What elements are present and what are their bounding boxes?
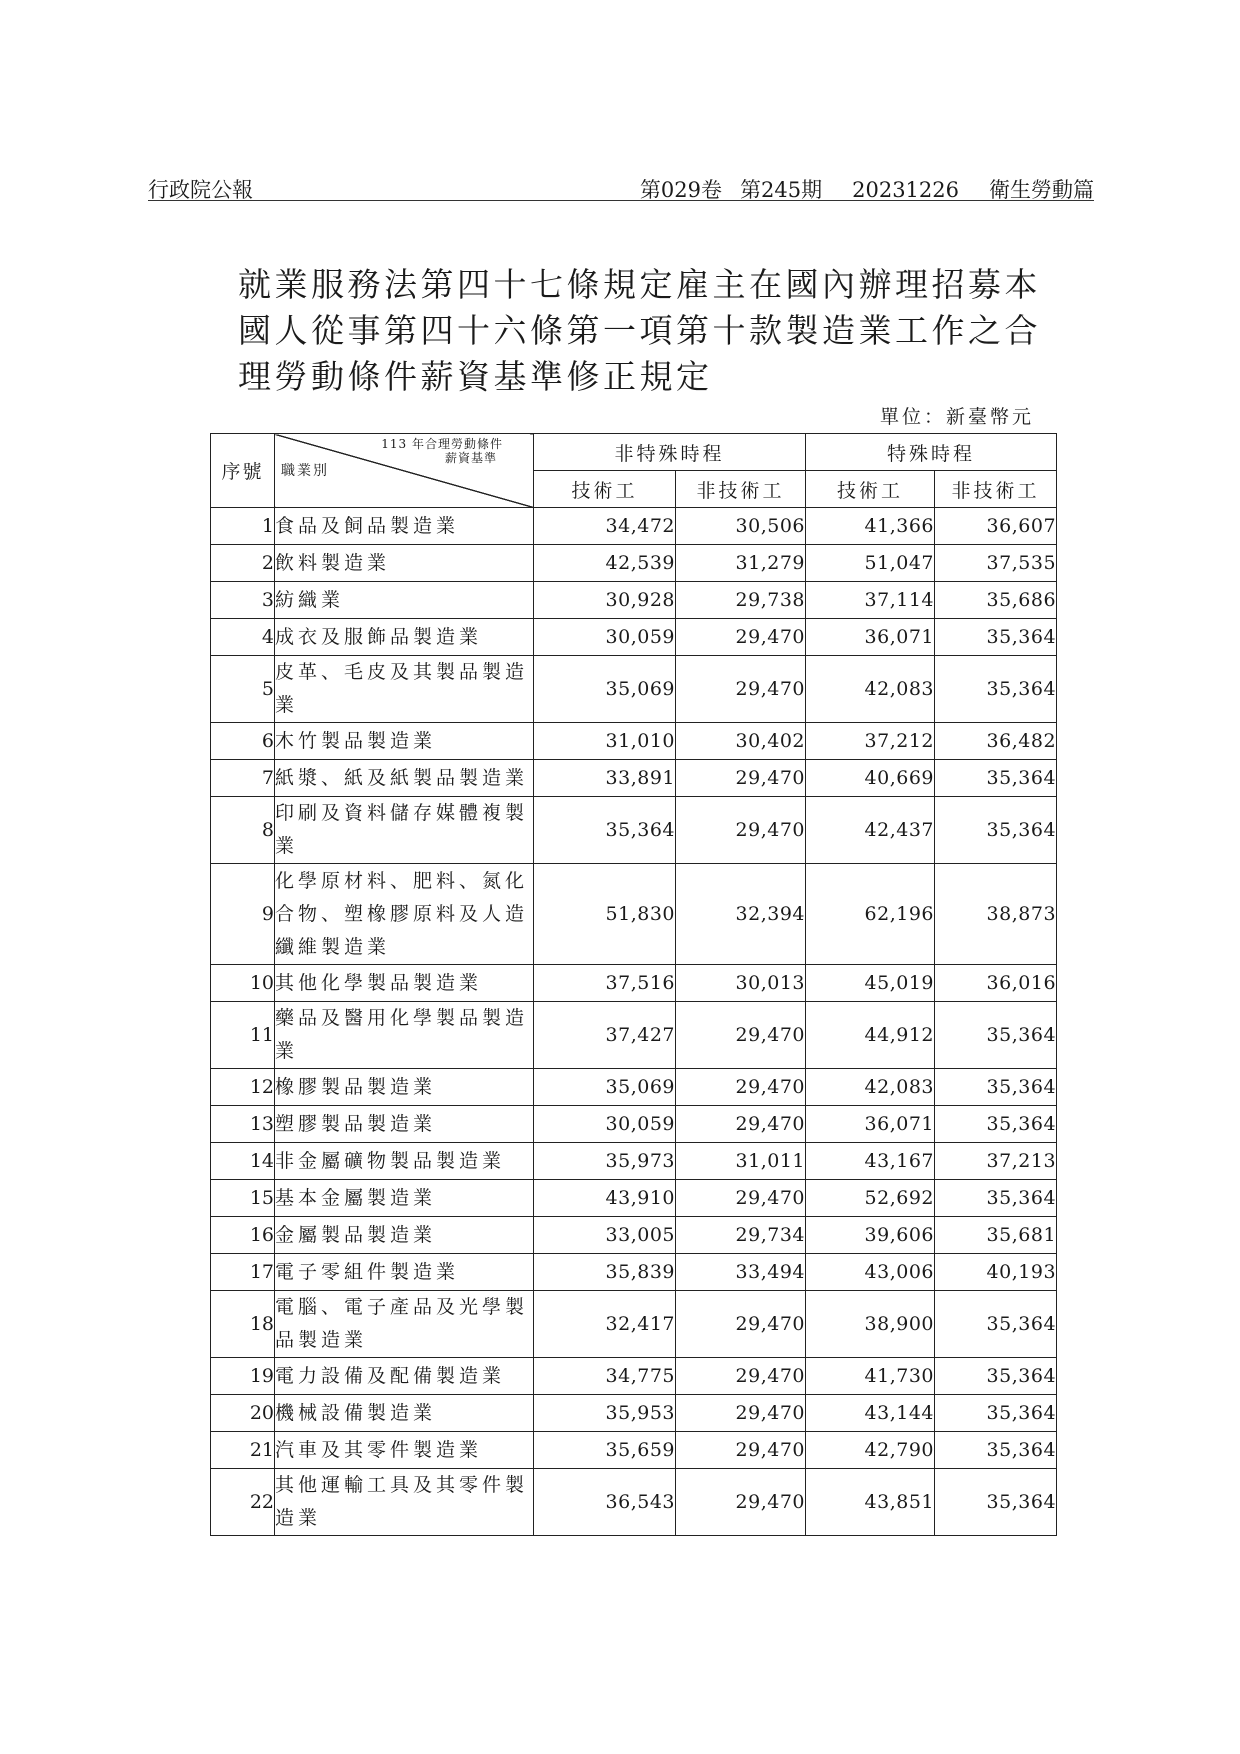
value-special-skilled: 41,366 — [806, 508, 935, 545]
table-row — [211, 1106, 1057, 1143]
row-seq: 14 — [211, 1143, 275, 1180]
value-special-unskilled: 35,364 — [935, 1002, 1057, 1069]
value-special-skilled: 38,900 — [806, 1291, 935, 1358]
value-special-skilled: 52,692 — [806, 1180, 935, 1217]
row-seq: 10 — [211, 965, 275, 1002]
row-seq: 20 — [211, 1395, 275, 1432]
value-special-skilled: 43,006 — [806, 1254, 935, 1291]
row-industry: 其他化學製品製造業 — [275, 965, 534, 1002]
skilled-header-normal: 技術工 — [534, 471, 676, 508]
value-normal-skilled: 35,953 — [534, 1395, 676, 1432]
value-special-skilled: 43,851 — [806, 1469, 935, 1536]
row-industry: 紙漿、紙及紙製品製造業 — [275, 760, 534, 797]
row-industry: 非金屬礦物製品製造業 — [275, 1143, 534, 1180]
table-body — [211, 508, 1057, 1536]
value-special-skilled: 41,730 — [806, 1358, 935, 1395]
value-normal-unskilled: 29,470 — [676, 1358, 806, 1395]
value-normal-unskilled: 30,013 — [676, 965, 806, 1002]
value-special-skilled: 51,047 — [806, 545, 935, 582]
value-special-skilled: 39,606 — [806, 1217, 935, 1254]
value-special-skilled: 37,114 — [806, 582, 935, 619]
value-normal-skilled: 30,059 — [534, 1106, 676, 1143]
row-seq: 7 — [211, 760, 275, 797]
value-normal-skilled: 36,543 — [534, 1469, 676, 1536]
value-normal-skilled: 30,928 — [534, 582, 676, 619]
row-seq: 19 — [211, 1358, 275, 1395]
table-row — [211, 1358, 1057, 1395]
value-normal-unskilled: 29,470 — [676, 1291, 806, 1358]
value-normal-skilled: 32,417 — [534, 1291, 676, 1358]
value-special-unskilled: 35,364 — [935, 1358, 1057, 1395]
value-normal-unskilled: 29,734 — [676, 1217, 806, 1254]
value-special-skilled: 43,144 — [806, 1395, 935, 1432]
value-normal-skilled: 34,775 — [534, 1358, 676, 1395]
value-special-skilled: 43,167 — [806, 1143, 935, 1180]
value-special-unskilled: 35,364 — [935, 1180, 1057, 1217]
table-row — [211, 1180, 1057, 1217]
unit-note: 單位：新臺幣元 — [879, 406, 1034, 428]
value-normal-skilled: 35,069 — [534, 1069, 676, 1106]
row-industry: 電腦、電子產品及光學製品製造業 — [275, 1291, 534, 1358]
value-special-unskilled: 35,364 — [935, 619, 1057, 656]
row-seq: 22 — [211, 1469, 275, 1536]
value-special-unskilled: 35,681 — [935, 1217, 1057, 1254]
value-normal-unskilled: 30,506 — [676, 508, 806, 545]
value-normal-unskilled: 29,470 — [676, 1106, 806, 1143]
row-seq: 8 — [211, 797, 275, 864]
page-header — [148, 170, 1094, 201]
value-special-unskilled: 35,364 — [935, 1106, 1057, 1143]
row-industry: 塑膠製品製造業 — [275, 1106, 534, 1143]
value-normal-unskilled: 29,738 — [676, 582, 806, 619]
row-seq: 13 — [211, 1106, 275, 1143]
value-special-skilled: 36,071 — [806, 1106, 935, 1143]
table-row — [211, 545, 1057, 582]
value-normal-unskilled: 29,470 — [676, 619, 806, 656]
value-special-skilled: 42,083 — [806, 656, 935, 723]
table-row — [211, 508, 1057, 545]
row-seq: 17 — [211, 1254, 275, 1291]
row-industry: 藥品及醫用化學製品製造業 — [275, 1002, 534, 1069]
row-industry: 金屬製品製造業 — [275, 1217, 534, 1254]
row-seq: 16 — [211, 1217, 275, 1254]
table-row — [211, 760, 1057, 797]
value-normal-skilled: 33,005 — [534, 1217, 676, 1254]
value-normal-skilled: 35,839 — [534, 1254, 676, 1291]
value-normal-unskilled: 29,470 — [676, 1002, 806, 1069]
section-name: 衛生勞動篇 — [989, 178, 1094, 202]
row-seq: 9 — [211, 864, 275, 965]
value-special-unskilled: 35,364 — [935, 1069, 1057, 1106]
value-normal-unskilled: 31,279 — [676, 545, 806, 582]
value-special-skilled: 40,669 — [806, 760, 935, 797]
value-normal-unskilled: 32,394 — [676, 864, 806, 965]
unskilled-header-special: 非技術工 — [935, 471, 1057, 508]
gazette-name: 行政院公報 — [148, 178, 253, 202]
value-special-unskilled: 36,016 — [935, 965, 1057, 1002]
value-special-skilled: 44,912 — [806, 1002, 935, 1069]
issue-number: 第245期 — [740, 178, 823, 202]
row-industry: 電子零組件製造業 — [275, 1254, 534, 1291]
diagonal-header-bottom: 職業別 — [281, 463, 329, 479]
value-special-skilled: 42,437 — [806, 797, 935, 864]
value-special-unskilled: 36,607 — [935, 508, 1057, 545]
value-special-skilled: 42,790 — [806, 1432, 935, 1469]
skilled-header-special: 技術工 — [806, 471, 935, 508]
value-special-skilled: 45,019 — [806, 965, 935, 1002]
value-normal-unskilled: 29,470 — [676, 797, 806, 864]
publish-date: 20231226 — [852, 178, 959, 202]
value-normal-unskilled: 33,494 — [676, 1254, 806, 1291]
issue-info — [640, 174, 1094, 204]
value-normal-skilled: 51,830 — [534, 864, 676, 965]
document-title: 就業服務法第四十七條規定雇主在國內辦理招募本國人從事第四十六條第一項第十款製造業工作之合理勞動條件薪資基準修正規定 — [238, 265, 1041, 396]
table-row — [211, 1143, 1057, 1180]
row-seq: 11 — [211, 1002, 275, 1069]
row-seq: 1 — [211, 508, 275, 545]
value-normal-unskilled: 30,402 — [676, 723, 806, 760]
table-row — [211, 797, 1057, 864]
value-normal-unskilled: 29,470 — [676, 1432, 806, 1469]
value-special-unskilled: 35,364 — [935, 760, 1057, 797]
diagonal-header-cell — [275, 434, 534, 508]
value-normal-skilled: 37,427 — [534, 1002, 676, 1069]
row-seq: 4 — [211, 619, 275, 656]
row-industry: 機械設備製造業 — [275, 1395, 534, 1432]
table-row — [211, 864, 1057, 965]
value-normal-skilled: 37,516 — [534, 965, 676, 1002]
value-normal-skilled: 33,891 — [534, 760, 676, 797]
value-normal-skilled: 42,539 — [534, 545, 676, 582]
value-normal-unskilled: 29,470 — [676, 656, 806, 723]
value-normal-skilled: 35,973 — [534, 1143, 676, 1180]
value-special-unskilled: 40,193 — [935, 1254, 1057, 1291]
value-normal-skilled: 34,472 — [534, 508, 676, 545]
table-row — [211, 619, 1057, 656]
value-special-unskilled: 37,535 — [935, 545, 1057, 582]
row-seq: 5 — [211, 656, 275, 723]
value-normal-skilled: 35,659 — [534, 1432, 676, 1469]
group-header-special: 特殊時程 — [806, 434, 1057, 471]
diagonal-header-top-line: 薪資基準 — [444, 451, 497, 465]
row-industry: 成衣及服飾品製造業 — [275, 619, 534, 656]
table-row — [211, 1432, 1057, 1469]
row-seq: 6 — [211, 723, 275, 760]
row-industry: 電力設備及配備製造業 — [275, 1358, 534, 1395]
value-special-skilled: 37,212 — [806, 723, 935, 760]
value-normal-unskilled: 29,470 — [676, 1395, 806, 1432]
value-normal-unskilled: 29,470 — [676, 760, 806, 797]
row-industry: 紡織業 — [275, 582, 534, 619]
table-row — [211, 1395, 1057, 1432]
value-special-unskilled: 37,213 — [935, 1143, 1057, 1180]
value-normal-skilled: 35,364 — [534, 797, 676, 864]
table-row — [211, 723, 1057, 760]
group-header-normal: 非特殊時程 — [534, 434, 806, 471]
value-normal-skilled: 30,059 — [534, 619, 676, 656]
value-normal-unskilled: 29,470 — [676, 1069, 806, 1106]
row-industry: 橡膠製品製造業 — [275, 1069, 534, 1106]
value-special-unskilled: 36,482 — [935, 723, 1057, 760]
value-special-skilled: 36,071 — [806, 619, 935, 656]
table-row — [211, 1291, 1057, 1358]
row-seq: 21 — [211, 1432, 275, 1469]
seq-header: 序號 — [211, 434, 275, 508]
table-row — [211, 582, 1057, 619]
value-special-unskilled: 35,686 — [935, 582, 1057, 619]
value-normal-skilled: 43,910 — [534, 1180, 676, 1217]
row-industry: 食品及飼品製造業 — [275, 508, 534, 545]
row-industry: 其他運輸工具及其零件製造業 — [275, 1469, 534, 1536]
row-seq: 15 — [211, 1180, 275, 1217]
value-special-unskilled: 35,364 — [935, 1469, 1057, 1536]
value-special-unskilled: 35,364 — [935, 656, 1057, 723]
table-row — [211, 1254, 1057, 1291]
value-special-unskilled: 38,873 — [935, 864, 1057, 965]
unskilled-header-normal: 非技術工 — [676, 471, 806, 508]
value-special-unskilled: 35,364 — [935, 797, 1057, 864]
value-special-unskilled: 35,364 — [935, 1432, 1057, 1469]
value-normal-unskilled: 29,470 — [676, 1180, 806, 1217]
row-seq: 18 — [211, 1291, 275, 1358]
diagonal-header-top — [381, 437, 503, 465]
row-seq: 3 — [211, 582, 275, 619]
row-seq: 12 — [211, 1069, 275, 1106]
row-industry: 化學原材料、肥料、氮化合物、塑橡膠原料及人造纖維製造業 — [275, 864, 534, 965]
row-industry: 基本金屬製造業 — [275, 1180, 534, 1217]
table-row — [211, 1217, 1057, 1254]
value-normal-skilled: 31,010 — [534, 723, 676, 760]
diagonal-header-top-text — [381, 437, 503, 465]
value-normal-unskilled: 29,470 — [676, 1469, 806, 1536]
diagonal-header-top-line: 113 年合理勞動條件 — [381, 437, 503, 451]
value-normal-unskilled: 31,011 — [676, 1143, 806, 1180]
table-row — [211, 1002, 1057, 1069]
row-industry: 印刷及資料儲存媒體複製業 — [275, 797, 534, 864]
table-row — [211, 1469, 1057, 1536]
table-row — [211, 965, 1057, 1002]
row-industry: 木竹製品製造業 — [275, 723, 534, 760]
volume-number: 第029卷 — [639, 178, 723, 202]
wage-table — [210, 433, 1057, 1536]
value-special-skilled: 62,196 — [806, 864, 935, 965]
value-special-unskilled: 35,364 — [935, 1395, 1057, 1432]
row-seq: 2 — [211, 545, 275, 582]
row-industry: 飲料製造業 — [275, 545, 534, 582]
table-row — [211, 1069, 1057, 1106]
row-industry: 皮革、毛皮及其製品製造業 — [275, 656, 534, 723]
value-special-unskilled: 35,364 — [935, 1291, 1057, 1358]
table-row — [211, 656, 1057, 723]
value-special-skilled: 42,083 — [806, 1069, 935, 1106]
value-normal-skilled: 35,069 — [534, 656, 676, 723]
row-industry: 汽車及其零件製造業 — [275, 1432, 534, 1469]
